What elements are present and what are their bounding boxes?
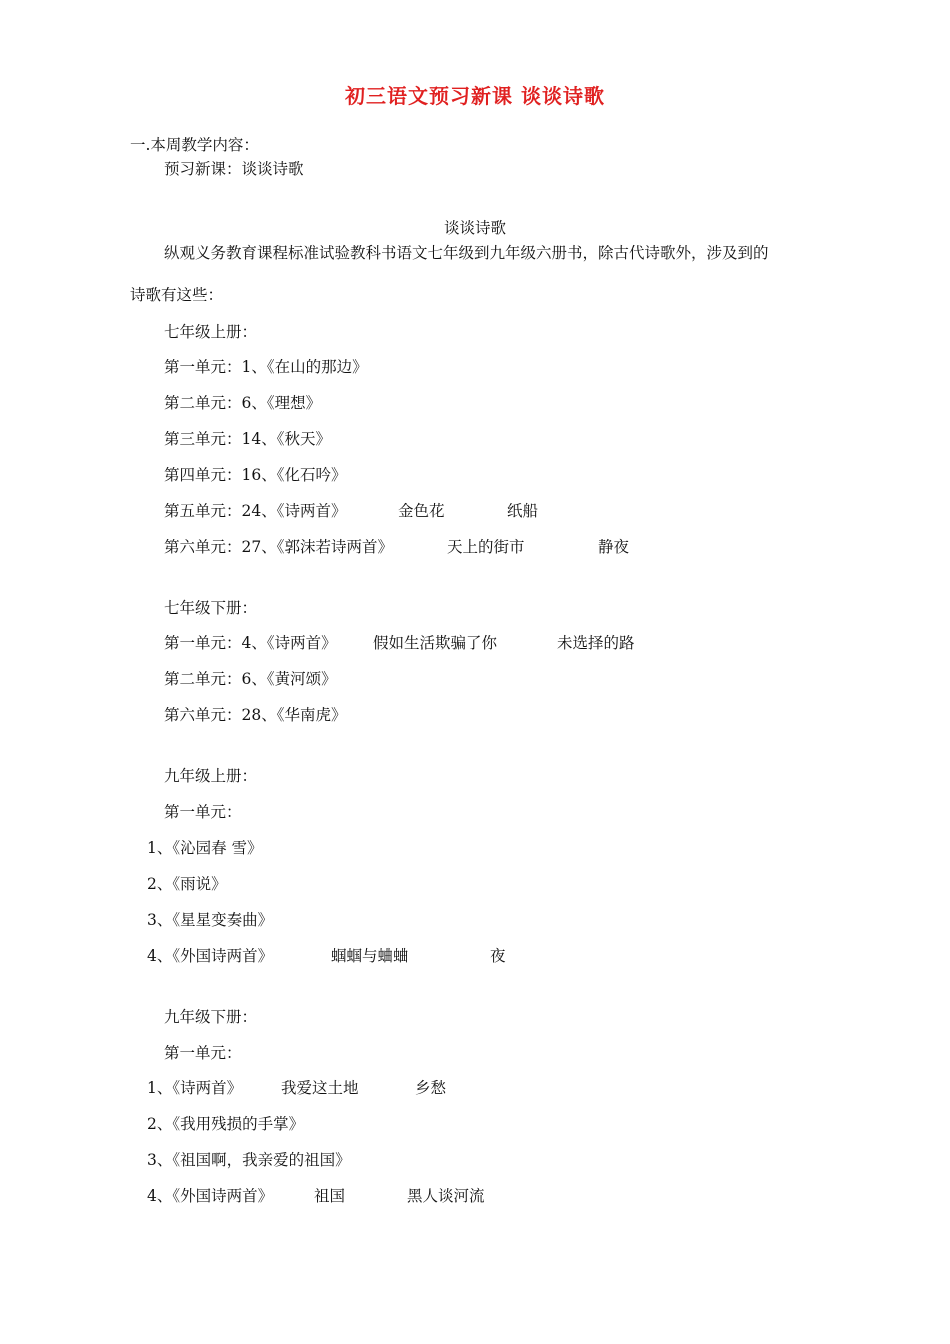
- list-item-title: 第五单元：24、《诗两首》: [164, 502, 347, 520]
- list-item: 4、《外国诗两首》: [147, 1187, 274, 1205]
- list-item: 1、《沁园春 雪》: [147, 839, 263, 857]
- section-line: 预习新课：谈谈诗歌: [164, 160, 304, 178]
- list-item: 第二单元：6、《黄河颂》: [164, 670, 337, 688]
- poem-name: 纸船: [507, 502, 539, 520]
- list-item: 第三单元：14、《秋天》: [164, 430, 331, 448]
- poem-name: 假如生活欺骗了你: [373, 634, 498, 652]
- list-item: 1、《诗两首》: [147, 1079, 243, 1097]
- poem-name: 未选择的路: [557, 634, 635, 652]
- list-item: 第六单元：27、《郭沫若诗两首》: [164, 538, 393, 556]
- list-item: 第四单元：16、《化石吟》: [164, 466, 347, 484]
- grade7-up-label: 七年级上册：: [164, 323, 258, 341]
- poem-name: 静夜: [598, 538, 630, 556]
- poem-name: 黑人谈河流: [407, 1187, 485, 1205]
- intro-line-1: 纵观义务教育课程标准试验教科书语文七年级到九年级六册书，除古代诗歌外，涉及到的: [164, 244, 769, 262]
- unit-label: 第一单元：: [164, 1044, 242, 1062]
- poem-name: 蝈蝈与蛐蛐: [331, 947, 409, 965]
- poem-name: 天上的街市: [447, 538, 525, 556]
- grade7-down-label: 七年级下册：: [164, 599, 258, 617]
- list-item: 4、《外国诗两首》: [147, 947, 274, 965]
- poem-name: 我爱这土地: [281, 1079, 359, 1097]
- list-item: 2、《雨说》: [147, 875, 227, 893]
- list-item: 第一单元：1、《在山的那边》: [164, 358, 368, 376]
- poem-name: 祖国: [314, 1187, 346, 1205]
- list-item: 3、《星星变奏曲》: [147, 911, 274, 929]
- list-item: 第六单元：28、《华南虎》: [164, 706, 347, 724]
- article-heading: 谈谈诗歌: [443, 219, 506, 237]
- list-item: [164, 501, 346, 521]
- section-heading: 一.本周教学内容：: [130, 136, 259, 154]
- list-item: 第一单元：4、《诗两首》: [164, 634, 337, 652]
- grade9-down-label: 九年级下册：: [164, 1008, 258, 1026]
- unit-label: 第一单元：: [164, 803, 242, 821]
- poem-name: 乡愁: [415, 1079, 447, 1097]
- page-title: 初三语文预习新课 谈谈诗歌: [345, 84, 605, 108]
- intro-line-2: 诗歌有这些：: [130, 286, 224, 304]
- list-item: 第二单元：6、《理想》: [164, 394, 322, 412]
- list-item: 2、《我用残损的手掌》: [147, 1115, 305, 1133]
- grade9-up-label: 九年级上册：: [164, 767, 258, 785]
- poem-name: 金色花: [398, 502, 445, 520]
- list-item: 3、《祖国啊，我亲爱的祖国》: [147, 1151, 351, 1169]
- poem-name: 夜: [490, 947, 506, 965]
